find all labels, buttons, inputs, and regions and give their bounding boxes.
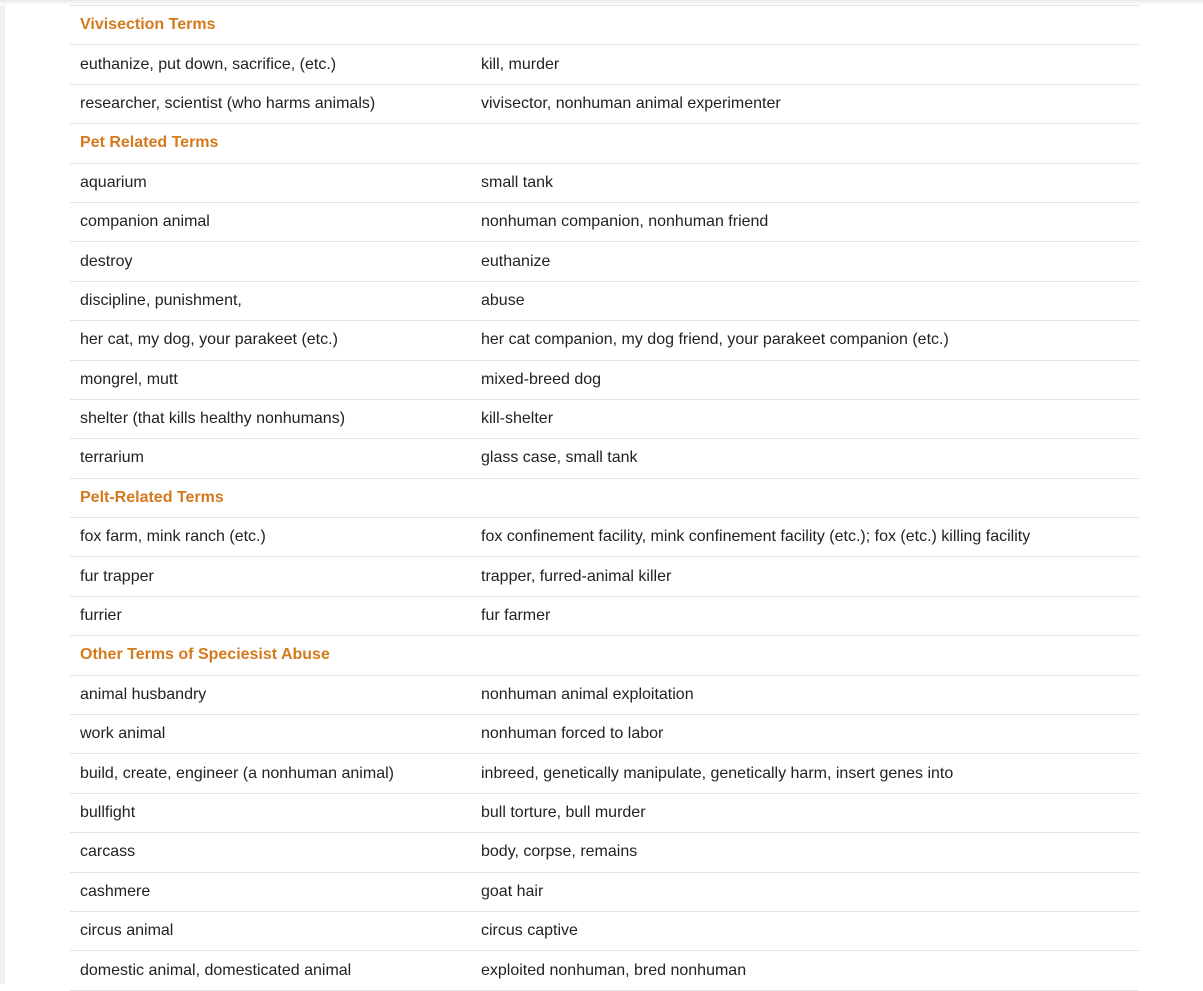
term-cell: euthanize, put down, sacrifice, (etc.) — [70, 45, 471, 84]
alternative-cell: mixed-breed dog — [471, 360, 1139, 399]
term-cell: fur trapper — [70, 557, 471, 596]
section-heading-empty-cell — [471, 636, 1139, 675]
table-row — [70, 281, 1139, 320]
alternative-cell: fur farmer — [471, 596, 1139, 635]
term-cell: aquarium — [70, 163, 471, 202]
term-cell: furrier — [70, 596, 471, 635]
term-cell: researcher, scientist (who harms animals) — [70, 84, 471, 123]
section-heading-row — [70, 6, 1139, 45]
table-row — [70, 45, 1139, 84]
section-heading-row — [70, 124, 1139, 163]
alternative-cell: fox confinement facility, mink confinement facility (etc.); fox (etc.) killing facility — [471, 518, 1139, 557]
terms-table-body — [70, 6, 1139, 991]
section-heading-row — [70, 478, 1139, 517]
table-row — [70, 518, 1139, 557]
section-heading: Pet Related Terms — [70, 124, 471, 163]
alternative-cell: kill-shelter — [471, 399, 1139, 438]
term-cell: fox farm, mink ranch (etc.) — [70, 518, 471, 557]
alternative-cell: small tank — [471, 163, 1139, 202]
alternative-cell: body, corpse, remains — [471, 833, 1139, 872]
table-row — [70, 163, 1139, 202]
term-cell: discipline, punishment, — [70, 281, 471, 320]
section-heading-empty-cell — [471, 124, 1139, 163]
alternative-cell: nonhuman companion, nonhuman friend — [471, 202, 1139, 241]
alternative-cell: bull torture, bull murder — [471, 793, 1139, 832]
term-cell: shelter (that kills healthy nonhumans) — [70, 399, 471, 438]
term-cell: build, create, engineer (a nonhuman animal) — [70, 754, 471, 793]
section-heading-empty-cell — [471, 6, 1139, 45]
page-left-edge — [0, 0, 5, 984]
alternative-cell: abuse — [471, 281, 1139, 320]
table-row — [70, 872, 1139, 911]
alternative-cell: nonhuman forced to labor — [471, 715, 1139, 754]
alternative-cell: trapper, furred-animal killer — [471, 557, 1139, 596]
table-row — [70, 675, 1139, 714]
term-cell: cashmere — [70, 872, 471, 911]
term-cell: mongrel, mutt — [70, 360, 471, 399]
table-row — [70, 202, 1139, 241]
term-cell: destroy — [70, 242, 471, 281]
speciesist-terms-table — [70, 5, 1139, 991]
alternative-cell: nonhuman animal exploitation — [471, 675, 1139, 714]
section-heading-empty-cell — [471, 478, 1139, 517]
section-heading-row — [70, 636, 1139, 675]
table-row — [70, 242, 1139, 281]
alternative-cell: inbreed, genetically manipulate, genetically harm, insert genes into — [471, 754, 1139, 793]
alternative-cell: circus captive — [471, 911, 1139, 950]
table-row — [70, 951, 1139, 990]
table-row — [70, 84, 1139, 123]
table-row — [70, 399, 1139, 438]
section-heading: Pelt-Related Terms — [70, 478, 471, 517]
table-row — [70, 793, 1139, 832]
alternative-cell: exploited nonhuman, bred nonhuman — [471, 951, 1139, 990]
term-cell: domestic animal, domesticated animal — [70, 951, 471, 990]
alternative-cell: euthanize — [471, 242, 1139, 281]
alternative-cell: glass case, small tank — [471, 439, 1139, 478]
term-cell: bullfight — [70, 793, 471, 832]
table-row — [70, 557, 1139, 596]
table-row — [70, 754, 1139, 793]
alternative-cell: goat hair — [471, 872, 1139, 911]
term-cell: her cat, my dog, your parakeet (etc.) — [70, 321, 471, 360]
term-cell: work animal — [70, 715, 471, 754]
term-cell: animal husbandry — [70, 675, 471, 714]
table-row — [70, 911, 1139, 950]
alternative-cell: kill, murder — [471, 45, 1139, 84]
table-row — [70, 360, 1139, 399]
table-row — [70, 439, 1139, 478]
term-cell: carcass — [70, 833, 471, 872]
term-cell: terrarium — [70, 439, 471, 478]
table-row — [70, 833, 1139, 872]
term-cell: companion animal — [70, 202, 471, 241]
table-row — [70, 715, 1139, 754]
alternative-cell: vivisector, nonhuman animal experimenter — [471, 84, 1139, 123]
term-cell: circus animal — [70, 911, 471, 950]
section-heading: Vivisection Terms — [70, 6, 471, 45]
section-heading: Other Terms of Speciesist Abuse — [70, 636, 471, 675]
table-row — [70, 321, 1139, 360]
table-row — [70, 596, 1139, 635]
alternative-cell: her cat companion, my dog friend, your parakeet companion (etc.) — [471, 321, 1139, 360]
